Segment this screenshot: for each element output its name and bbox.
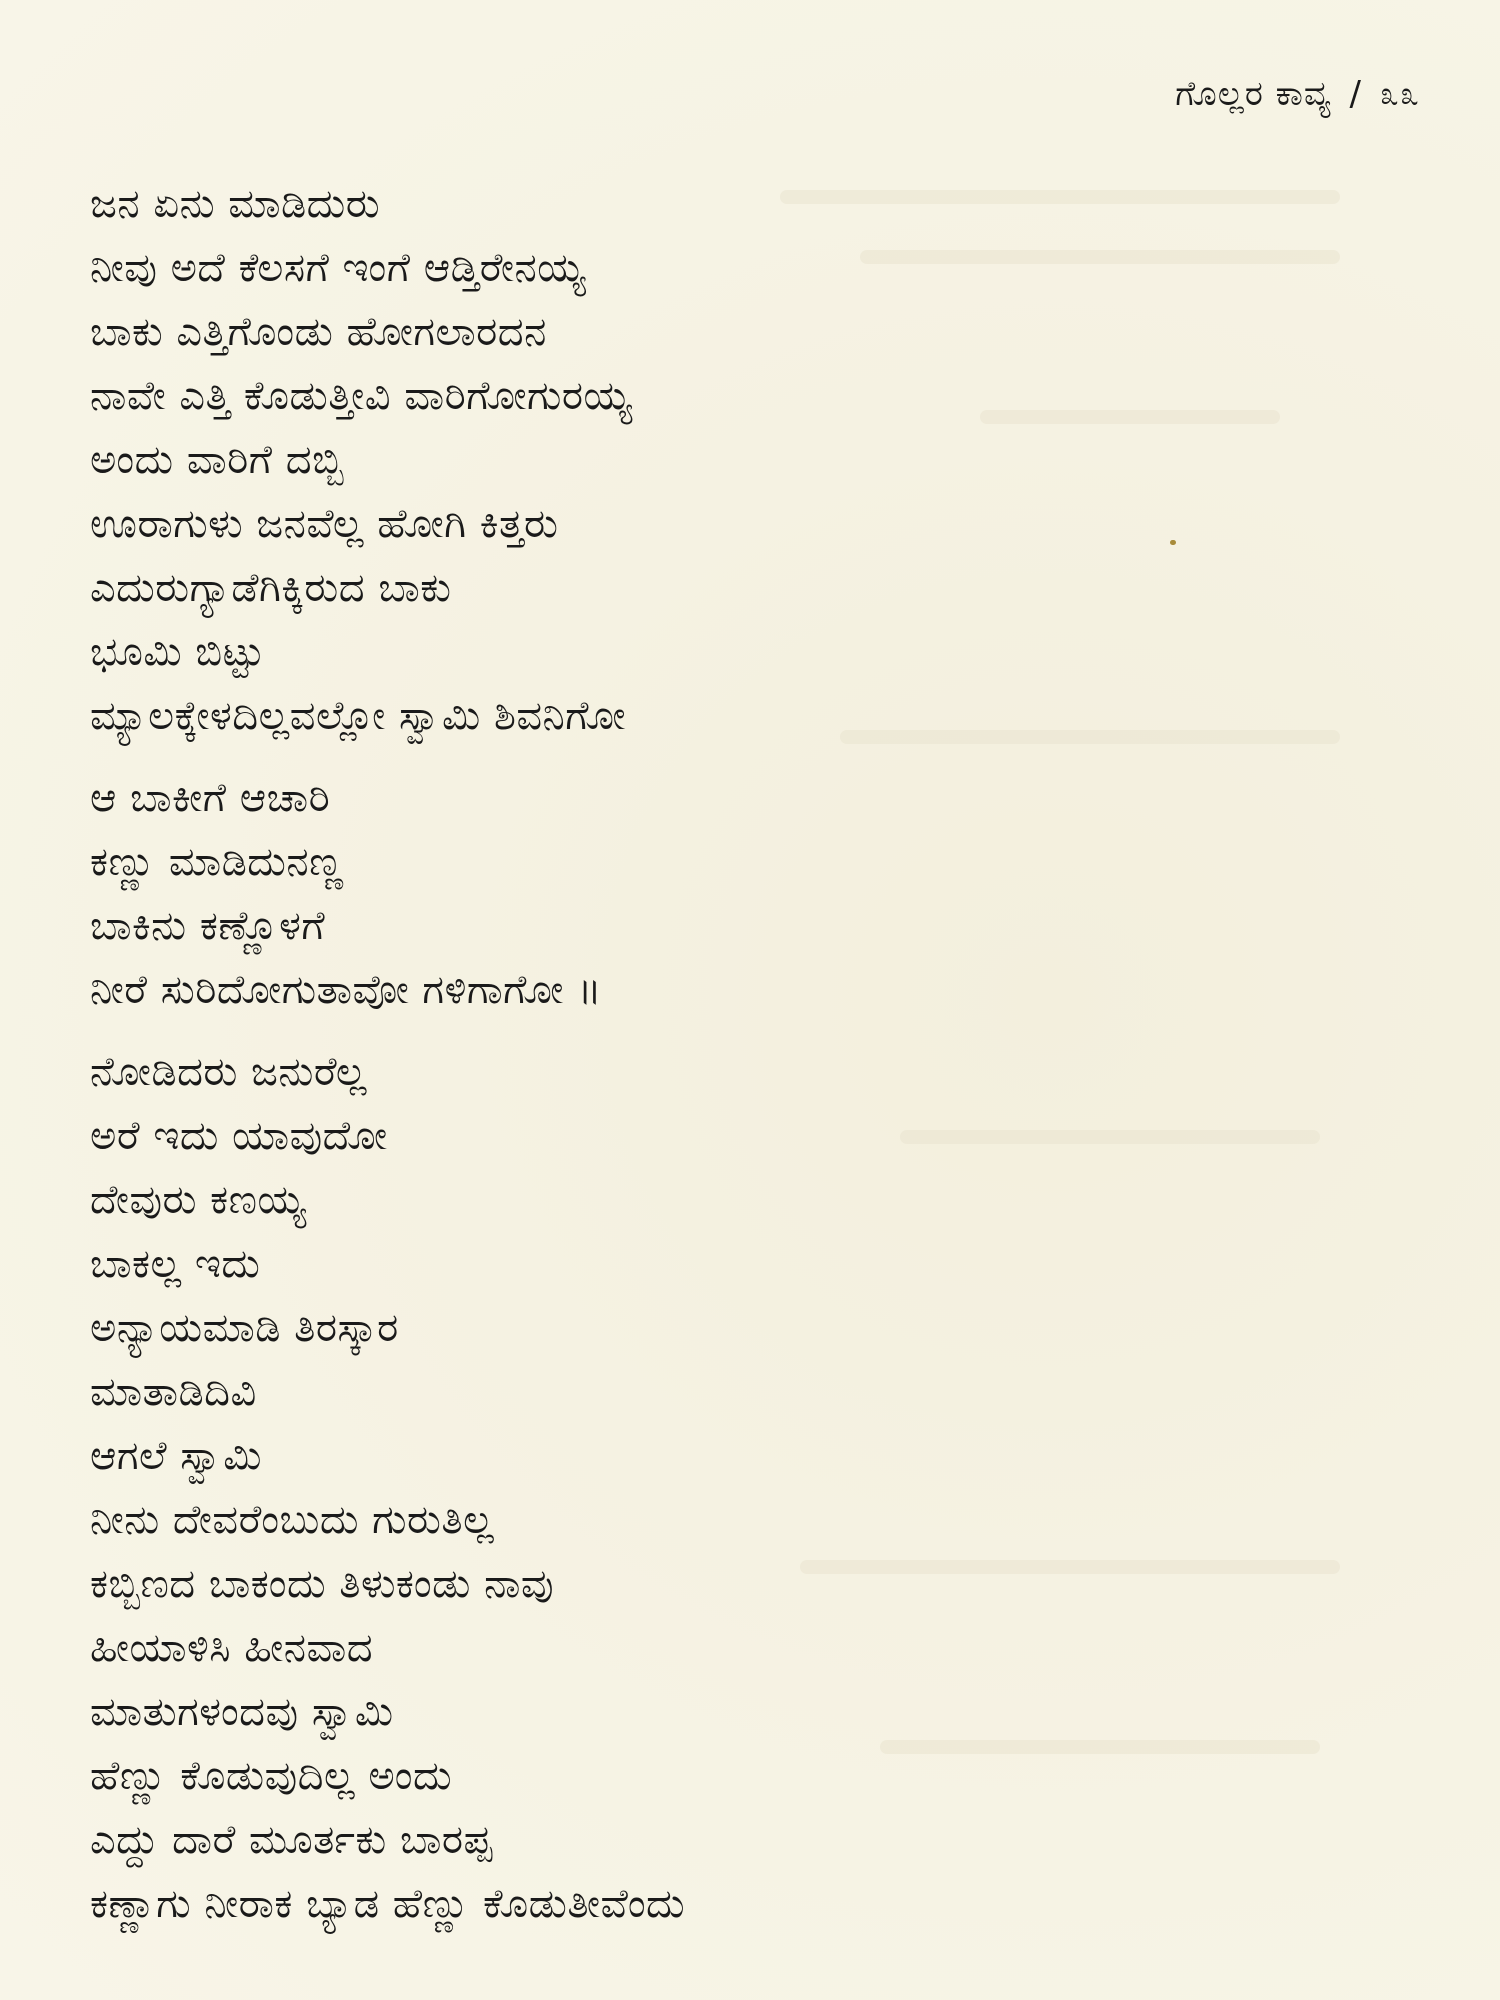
book-title: ಗೊಲ್ಲರ ಕಾವ್ಯ	[1175, 74, 1332, 114]
poem-line: ಮ್ಯಾಲಕ್ಕೇಳದಿಲ್ಲವಲ್ಲೋ ಸ್ವಾಮಿ ಶಿವನಿಗೋ	[90, 693, 627, 739]
poem-body	[90, 172, 1190, 1954]
poem-line: ಎದ್ದು ದಾರೆ ಮೂರ್ತಕು ಬಾರಪ್ಪ	[90, 1817, 493, 1863]
poem-line: ಹೆಣ್ಣು ಕೊಡುವುದಿಲ್ಲ ಅಂದು	[90, 1753, 453, 1799]
header-separator: /	[1349, 74, 1362, 114]
poem-line: ಕಣ್ಣಾಗು ನೀರಾಕ ಬ್ಯಾಡ ಹೆಣ್ಣು ಕೊಡುತೀವೆಂದು	[90, 1881, 686, 1927]
poem-line: ನೀರೆ ಸುರಿದೋಗುತಾವೋ ಗಳಿಗಾಗೋ ॥	[90, 967, 603, 1013]
poem-line: ಜನ ಏನು ಮಾಡಿದುರು	[90, 181, 381, 227]
running-head	[1175, 74, 1420, 114]
poem-line: ಹೀಯಾಳಿಸಿ ಹೀನವಾದ	[90, 1625, 374, 1671]
poem-line: ಅರೆ ಇದು ಯಾವುದೋ	[90, 1113, 388, 1159]
poem-line: ಬಾಕಿನು ಕಣ್ಣೊಳಗೆ	[90, 903, 326, 949]
stanza-2	[90, 766, 1190, 1022]
poem-line: ಅನ್ಯಾಯಮಾಡಿ ತಿರಸ್ಕಾರ	[90, 1305, 399, 1351]
poem-line: ನೀವು ಅದೆ ಕೆಲಸಗೆ ಇಂಗೆ ಆಡ್ತಿರೇನಯ್ಯ	[90, 245, 587, 291]
poem-line: ಬಾಕಲ್ಲ ಇದು	[90, 1241, 261, 1287]
poem-line: ಮಾತಾಡಿದಿವಿ	[90, 1369, 257, 1415]
poem-line: ಮಾತುಗಳಂದವು ಸ್ವಾಮಿ	[90, 1689, 394, 1735]
poem-line: ಅಂದು ವಾರಿಗೆ ದಬ್ಬಿ	[90, 437, 345, 483]
poem-line: ಆ ಬಾಕೀಗೆ ಆಚಾರಿ	[90, 775, 331, 821]
poem-line: ಎದುರುಗ್ಯಾಡೆಗಿಕ್ಕಿರುದ ಬಾಕು	[90, 565, 452, 611]
poem-line: ನೋಡಿದರು ಜನುರೆಲ್ಲ	[90, 1049, 368, 1095]
poem-line: ಬಾಕು ಎತ್ತಿಗೊಂಡು ಹೋಗಲಾರದನ	[90, 309, 547, 355]
poem-line: ಭೂಮಿ ಬಿಟ್ಟು	[90, 629, 265, 675]
stanza-3	[90, 1040, 1190, 1936]
poem-line: ದೇವುರು ಕಣಯ್ಯ	[90, 1177, 307, 1223]
poem-line: ನೀನು ದೇವರೆಂಬುದು ಗುರುತಿಲ್ಲ	[90, 1497, 495, 1543]
poem-line: ನಾವೇ ಎತ್ತಿ ಕೊಡುತ್ತೀವಿ ವಾರಿಗೋಗುರಯ್ಯ	[90, 373, 633, 419]
poem-line: ಕಬ್ಬಿಣದ ಬಾಕಂದು ತಿಳುಕಂಡು ನಾವು	[90, 1561, 555, 1607]
poem-line: ಕಣ್ಣು ಮಾಡಿದುನಣ್ಣ	[90, 839, 344, 885]
poem-line: ಊರಾಗುಳು ಜನವೆಲ್ಲ ಹೋಗಿ ಕಿತ್ತರು	[90, 501, 559, 547]
stanza-1	[90, 172, 1190, 748]
poem-line: ಆಗಲೆ ಸ್ವಾಮಿ	[90, 1433, 263, 1479]
page-number: ೩೩	[1379, 74, 1420, 114]
